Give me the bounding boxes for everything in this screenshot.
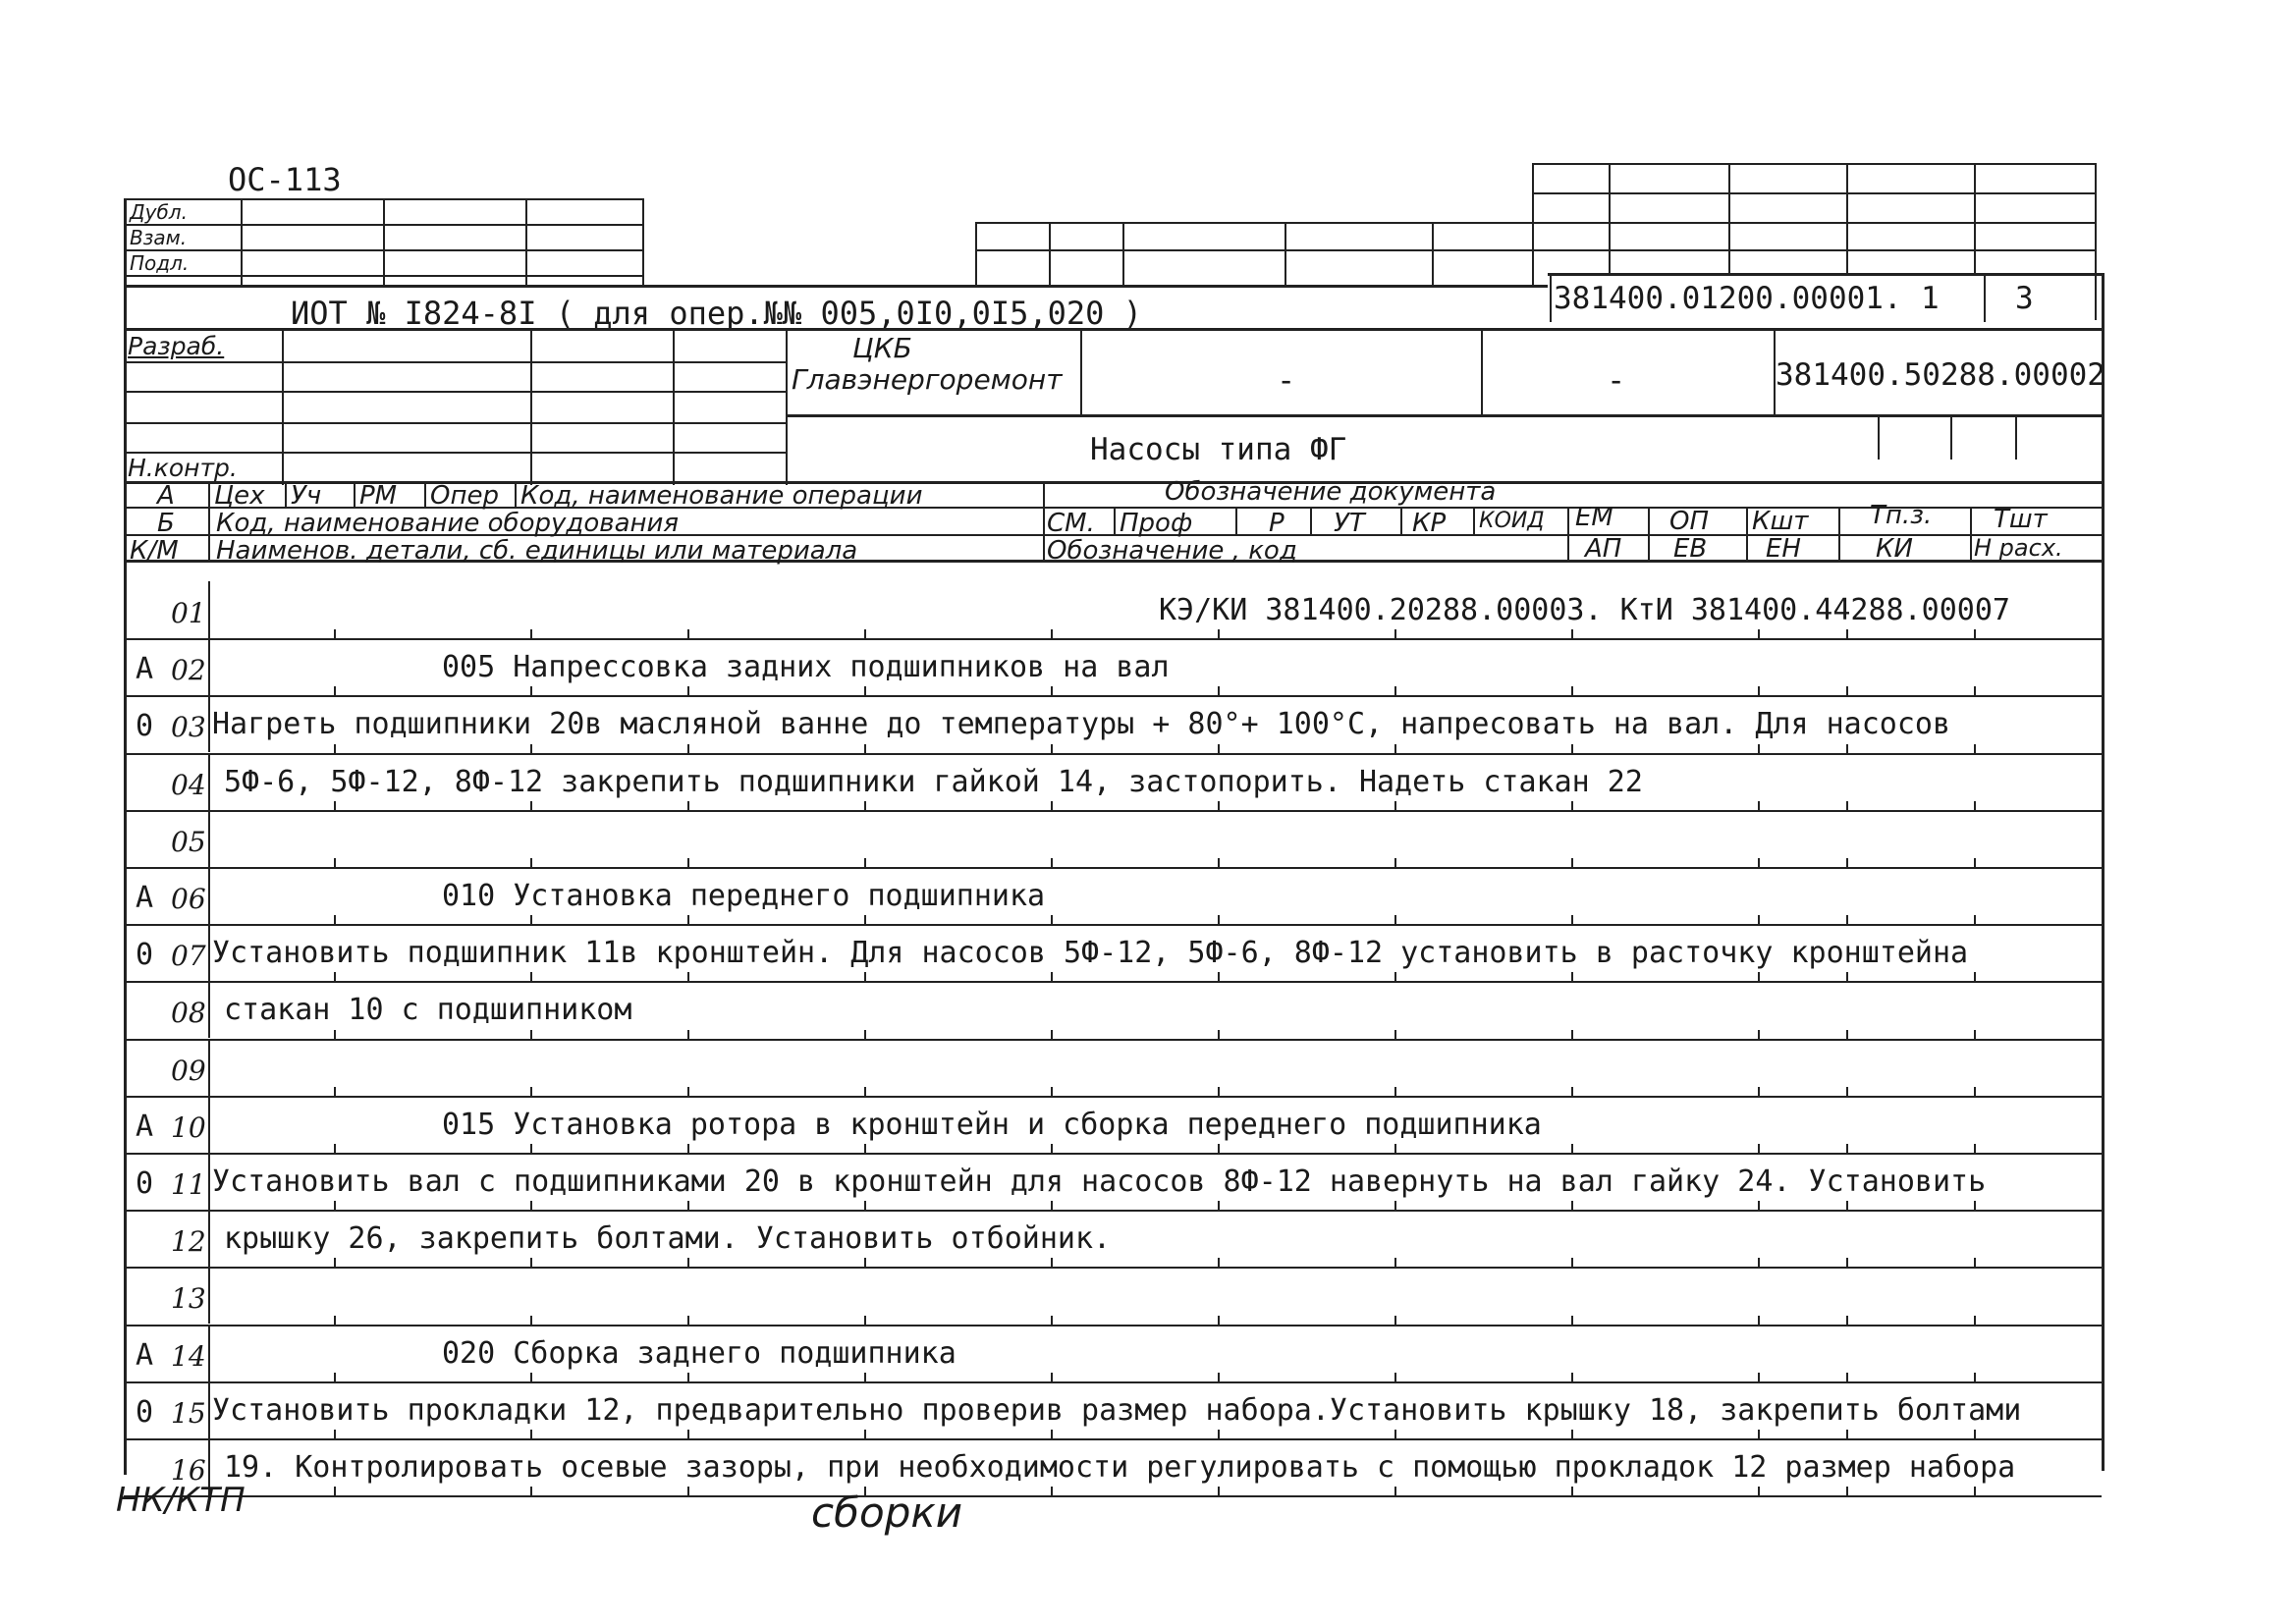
row-tick (1394, 1373, 1396, 1382)
row-tick (530, 744, 532, 754)
row-tick (1051, 744, 1053, 754)
row-tick (1394, 1258, 1396, 1268)
header-col-op: ОП (1669, 507, 1710, 536)
row-tick (1571, 744, 1573, 754)
row-text: 010 Установка переднего подшипника (442, 879, 1046, 913)
row-tick (1394, 972, 1396, 982)
header-col-doc-designation: Обозначение документа (1165, 477, 1497, 507)
row-tick (1758, 686, 1760, 696)
footer-stamp: НК/КТП (116, 1481, 246, 1520)
row-tick (334, 1030, 336, 1040)
header-col-material: Наименов. детали, сб. единицы или материала (216, 536, 858, 566)
row-tick (1571, 1030, 1573, 1040)
frame-left (124, 198, 127, 1475)
row-tick (1758, 1430, 1760, 1439)
row-text: Установить вал с подшипниками 20 в кронштейн для насосов 8Ф-12 навернуть на вал гайку 24. Установить (212, 1164, 1987, 1199)
row-tick (864, 1258, 866, 1268)
header-col-en: ЕН (1766, 534, 1801, 564)
row-tick (687, 1316, 689, 1326)
row-tick (1974, 744, 1976, 754)
row-tick (687, 1487, 689, 1496)
row-tick (1394, 1144, 1396, 1154)
dash-field-1: - (1277, 361, 1296, 399)
row-num-divider (208, 810, 210, 867)
row-tick (334, 801, 336, 811)
row-tick (1846, 1087, 1848, 1097)
row-tick (864, 972, 866, 982)
row-tick (1051, 1201, 1053, 1211)
row-tick (1758, 972, 1760, 982)
header-col-sm: СМ. (1047, 509, 1095, 538)
row-tick (1051, 1030, 1053, 1040)
row-text: 005 Напрессовка задних подшипников на вал (442, 650, 1170, 684)
row-tick (1571, 686, 1573, 696)
row-tick (1571, 1144, 1573, 1154)
row-num-divider (208, 1267, 210, 1324)
row-tick (687, 686, 689, 696)
row-tick (1051, 1316, 1053, 1326)
row-tick (1218, 1030, 1220, 1040)
header-col-norm: Н расх. (1974, 534, 2063, 562)
row-tick (687, 1030, 689, 1040)
row-tick (1051, 686, 1053, 696)
row-text: Установить прокладки 12, предварительно проверив размер набора.Установить крышку 18, закрепить болтами (212, 1393, 2022, 1428)
row-tick (1218, 686, 1220, 696)
row-tick (1571, 1487, 1573, 1496)
row-tick (1394, 744, 1396, 754)
row-rule (124, 810, 2102, 812)
row-tick (1758, 744, 1760, 754)
approval-label-dubl: Дубл. (130, 200, 188, 224)
row-tick (1974, 686, 1976, 696)
row-code: 0 (136, 709, 154, 743)
row-tick (530, 972, 532, 982)
row-tick (864, 801, 866, 811)
row-tick (334, 1258, 336, 1268)
header-col-designation-code: Обозначение , код (1047, 536, 1297, 566)
row-tick (1571, 1373, 1573, 1382)
header-row-km-marker: К/М (130, 536, 179, 566)
row-tick (864, 1430, 866, 1439)
row-tick (1758, 1258, 1760, 1268)
row-text: 19. Контролировать осевые зазоры, при необходимости регулировать с помощью прокладок 12 размер набора (224, 1450, 2016, 1485)
row-tick (1974, 1087, 1976, 1097)
row-tick (334, 972, 336, 982)
row-tick (334, 1316, 336, 1326)
row-tick (1394, 858, 1396, 868)
row-tick (1846, 915, 1848, 925)
row-tick (1974, 858, 1976, 868)
header-col-uch: Уч (291, 481, 322, 511)
row-tick (1051, 1144, 1053, 1154)
row-tick (864, 1144, 866, 1154)
row-tick (1571, 858, 1573, 868)
row-tick (1218, 972, 1220, 982)
row-tick (334, 1087, 336, 1097)
row-tick (687, 972, 689, 982)
organization-line1: ЦКБ (852, 332, 912, 364)
row-tick (864, 744, 866, 754)
row-tick (1218, 1487, 1220, 1496)
header-col-operation: Код, наименование операции (520, 481, 923, 511)
row-number: 08 (171, 997, 206, 1029)
row-tick (864, 915, 866, 925)
header-col-tsht: Тшт (1994, 505, 2048, 534)
row-number: 07 (171, 940, 206, 972)
row-tick (1571, 1087, 1573, 1097)
row-tick (1218, 1373, 1220, 1382)
row-tick (1974, 629, 1976, 639)
row-num-divider (208, 924, 210, 981)
row-tick (530, 915, 532, 925)
row-tick (1218, 801, 1220, 811)
row-tick (1571, 1201, 1573, 1211)
row-rule (124, 1381, 2102, 1383)
approval-label-vzam: Взам. (130, 226, 188, 249)
row-tick (1846, 972, 1848, 982)
row-number: 01 (171, 597, 206, 629)
row-tick (1974, 1201, 1976, 1211)
row-number: 05 (171, 826, 206, 858)
row-tick (1846, 801, 1848, 811)
row-tick (530, 1030, 532, 1040)
row-tick (530, 686, 532, 696)
row-tick (1974, 1487, 1976, 1496)
row-tick (530, 1087, 532, 1097)
row-tick (1846, 1030, 1848, 1040)
sheets-total: 3 (2015, 281, 2034, 316)
row-rule (124, 1096, 2102, 1098)
row-number: 02 (171, 654, 206, 686)
row-tick (687, 1201, 689, 1211)
row-tick (1218, 1430, 1220, 1439)
row-tick (687, 801, 689, 811)
row-tick (334, 629, 336, 639)
row-tick (1394, 1030, 1396, 1040)
row-rule (124, 1153, 2102, 1155)
row-tick (1571, 629, 1573, 639)
product-name: Насосы типа ФГ (1090, 432, 1347, 467)
row-tick (334, 1430, 336, 1439)
row-tick (530, 801, 532, 811)
row-tick (687, 1144, 689, 1154)
row-rule (124, 638, 2102, 640)
row-rule (124, 753, 2102, 755)
row-tick (530, 1316, 532, 1326)
row-tick (1051, 1087, 1053, 1097)
row-text: 015 Установка ротора в кронштейн и сборка переднего подшипника (442, 1108, 1542, 1142)
row-num-divider (208, 867, 210, 924)
row-number: 14 (171, 1340, 206, 1373)
row-tick (1846, 1258, 1848, 1268)
row-tick (864, 1201, 866, 1211)
row-tick (1846, 629, 1848, 639)
row-tick (1218, 915, 1220, 925)
row-tick (334, 1487, 336, 1496)
row-rule (124, 1039, 2102, 1041)
dash-field-2: - (1607, 361, 1626, 399)
row-number: 13 (171, 1282, 206, 1315)
header-col-em: ЕМ (1575, 503, 1613, 532)
row-tick (1571, 1316, 1573, 1326)
row-tick (1218, 1258, 1220, 1268)
row-tick (1758, 629, 1760, 639)
row-tick (1758, 1316, 1760, 1326)
norm-control-label: Н.контр. (128, 454, 238, 482)
row-tick (1846, 1316, 1848, 1326)
row-num-divider (208, 581, 210, 638)
row-tick (1974, 1030, 1976, 1040)
row-tick (1051, 1430, 1053, 1439)
row-tick (1394, 1201, 1396, 1211)
row-num-divider (208, 1210, 210, 1267)
row-tick (334, 1201, 336, 1211)
form-code: ОС-113 (228, 161, 342, 198)
row-tick (687, 1430, 689, 1439)
row-tick (1571, 1258, 1573, 1268)
row-tick (1394, 1430, 1396, 1439)
row-tick (334, 858, 336, 868)
row-tick (864, 686, 866, 696)
row-number: 09 (171, 1055, 206, 1087)
header-col-r: Р (1269, 509, 1285, 538)
row-tick (1974, 1430, 1976, 1439)
row-text: крышку 26, закрепить болтами. Установить отбойник. (224, 1221, 1112, 1256)
row-code: А (136, 652, 154, 686)
row-number: 16 (171, 1454, 206, 1487)
row-rule (124, 924, 2102, 926)
row-tick (864, 858, 866, 868)
row-num-divider (208, 1039, 210, 1096)
row-rule (124, 695, 2102, 697)
row-tick (1974, 972, 1976, 982)
row-rule (124, 867, 2102, 869)
row-tick (1974, 1144, 1976, 1154)
row-tick (1218, 1144, 1220, 1154)
row-tick (1051, 1258, 1053, 1268)
row-tick (334, 744, 336, 754)
sheet-number: 1 (1921, 281, 1940, 316)
row-tick (334, 1373, 336, 1382)
row-tick (1974, 915, 1976, 925)
row-tick (1394, 686, 1396, 696)
row-number: 06 (171, 883, 206, 915)
row-tick (530, 1430, 532, 1439)
row-tick (1758, 1087, 1760, 1097)
row-tick (1846, 858, 1848, 868)
row-tick (1758, 1030, 1760, 1040)
row-tick (1218, 629, 1220, 639)
row-num-divider (208, 1153, 210, 1210)
row-tick (1394, 1487, 1396, 1496)
row-tick (334, 915, 336, 925)
row-tick (1974, 1258, 1976, 1268)
header-col-rm: РМ (359, 481, 398, 511)
row-tick (864, 1316, 866, 1326)
row-tick (1394, 1316, 1396, 1326)
row-tick (1846, 1430, 1848, 1439)
row-tick (1571, 801, 1573, 811)
row-tick (1051, 801, 1053, 811)
row-tick (864, 1030, 866, 1040)
footer-handwriting: сборки (811, 1489, 963, 1537)
row-tick (1394, 915, 1396, 925)
row-tick (530, 858, 532, 868)
row-code: А (136, 881, 154, 915)
row-tick (334, 686, 336, 696)
row-tick (1394, 801, 1396, 811)
header-col-ksht: Кшт (1752, 507, 1809, 536)
header-row-b-marker: Б (157, 509, 175, 538)
header-col-tpz: Тп.з. (1870, 501, 1933, 530)
row-tick (530, 1201, 532, 1211)
row-tick (1571, 972, 1573, 982)
row-tick (1218, 1316, 1220, 1326)
row-text: Установить подшипник 11в кронштейн. Для насосов 5Ф-12, 5Ф-6, 8Ф-12 установить в расточку кронштейна (212, 936, 1969, 970)
row-tick (1846, 686, 1848, 696)
assembly-number: 381400.50288.00002 (1776, 357, 2105, 393)
row-tick (530, 1258, 532, 1268)
row-rule (124, 1325, 2102, 1326)
row-tick (1974, 1373, 1976, 1382)
header-col-equipment: Код, наименование оборудования (216, 509, 680, 538)
row-tick (1218, 1201, 1220, 1211)
row-tick (530, 1373, 532, 1382)
row-text: 5Ф-6, 5Ф-12, 8Ф-12 закрепить подшипники гайкой 14, застопорить. Надеть стакан 22 (224, 765, 1643, 799)
row-tick (1846, 744, 1848, 754)
row-text: КЭ/КИ 381400.20288.00003. КтИ 381400.44288.00007 (1159, 593, 2010, 627)
row-number: 11 (171, 1168, 206, 1201)
row-tick (687, 1373, 689, 1382)
row-tick (530, 1144, 532, 1154)
row-text: Нагреть подшипники 20в масляной ванне до температуры + 80°+ 100°С, напресовать на вал. Для насосов (212, 707, 1951, 741)
row-tick (1974, 801, 1976, 811)
row-tick (687, 1258, 689, 1268)
row-tick (1758, 1144, 1760, 1154)
row-tick (687, 858, 689, 868)
organization-line2: Главэнергоремонт (792, 363, 1063, 396)
row-tick (1218, 744, 1220, 754)
frame-right (2102, 273, 2105, 1471)
row-tick (1758, 801, 1760, 811)
row-tick (687, 1087, 689, 1097)
row-tick (687, 629, 689, 639)
header-col-prof: Проф (1120, 509, 1193, 538)
row-tick (1571, 915, 1573, 925)
row-number: 12 (171, 1225, 206, 1258)
row-tick (1571, 1430, 1573, 1439)
title-line: ИОТ № I824-8I ( для опер.№№ 005,0I0,0I5,020 ) (291, 295, 1142, 332)
row-tick (864, 1087, 866, 1097)
row-num-divider (208, 753, 210, 810)
header-col-koid: КОИД (1479, 509, 1545, 533)
row-tick (1758, 1373, 1760, 1382)
row-num-divider (208, 1325, 210, 1381)
row-text: 020 Сборка заднего подшипника (442, 1336, 957, 1371)
row-number: 03 (171, 711, 206, 743)
row-number: 15 (171, 1397, 206, 1430)
row-rule (124, 1495, 2102, 1497)
row-tick (1051, 629, 1053, 639)
row-tick (530, 629, 532, 639)
row-number: 10 (171, 1111, 206, 1144)
row-tick (1758, 1487, 1760, 1496)
row-code: 0 (136, 938, 154, 972)
row-tick (530, 1487, 532, 1496)
row-tick (1758, 858, 1760, 868)
row-tick (1051, 858, 1053, 868)
row-tick (1051, 1487, 1053, 1496)
row-tick (687, 915, 689, 925)
row-tick (1846, 1201, 1848, 1211)
row-tick (1051, 1373, 1053, 1382)
header-col-ki: КИ (1876, 534, 1913, 564)
approval-label-podl: Подл. (130, 251, 190, 275)
row-num-divider (208, 1096, 210, 1153)
row-tick (1758, 915, 1760, 925)
row-num-divider (208, 638, 210, 695)
row-tick (1218, 1087, 1220, 1097)
row-code: 0 (136, 1166, 154, 1201)
row-tick (864, 629, 866, 639)
row-number: 04 (171, 769, 206, 801)
row-code: А (136, 1338, 154, 1373)
row-tick (334, 1144, 336, 1154)
row-num-divider (208, 981, 210, 1038)
row-text: стакан 10 с подшипником (224, 993, 632, 1027)
header-row-a-marker: А (157, 481, 175, 511)
row-tick (1846, 1144, 1848, 1154)
row-rule (124, 1438, 2102, 1440)
row-tick (1218, 858, 1220, 868)
header-col-tseh: Цех (214, 481, 265, 511)
header-col-ap: АП (1585, 534, 1622, 564)
row-tick (1394, 629, 1396, 639)
row-tick (1051, 972, 1053, 982)
row-rule (124, 1210, 2102, 1212)
row-tick (1758, 1201, 1760, 1211)
doc-number: 381400.01200.00001. (1554, 281, 1902, 316)
row-tick (864, 1373, 866, 1382)
header-col-oper: Опер (430, 481, 499, 511)
header-col-ev: ЕВ (1673, 534, 1708, 564)
row-num-divider (208, 1381, 210, 1438)
row-tick (1394, 1087, 1396, 1097)
developer-label: Разраб. (128, 332, 225, 360)
row-tick (687, 744, 689, 754)
row-rule (124, 1267, 2102, 1269)
row-rule (124, 981, 2102, 983)
row-code: 0 (136, 1395, 154, 1430)
row-tick (1974, 1316, 1976, 1326)
row-num-divider (208, 695, 210, 752)
header-col-ut: УТ (1334, 509, 1365, 538)
header-col-kr: КР (1412, 509, 1447, 538)
row-tick (1846, 1373, 1848, 1382)
row-tick (1051, 915, 1053, 925)
row-code: А (136, 1110, 154, 1144)
row-tick (1846, 1487, 1848, 1496)
